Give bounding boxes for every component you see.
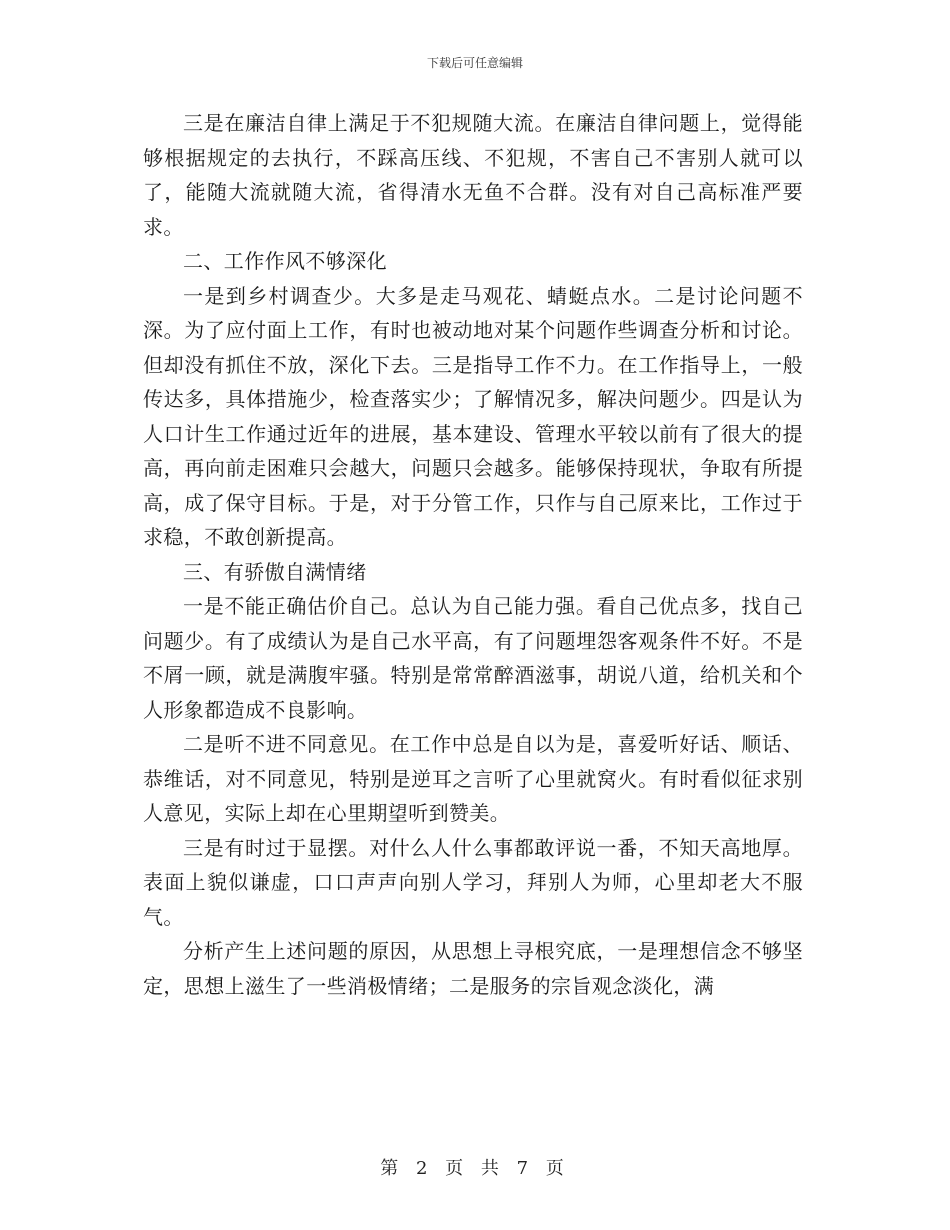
document-body: [143, 106, 803, 1003]
page-number-footer: 第 2 页 共 7 页: [380, 1158, 570, 1179]
paragraph-self-evaluation: 一是不能正确估价自己。总认为自己能力强。看自己优点多，找自己问题少。有了成绩认为是自己水平高，有了问题埋怨客观条件不好。不是不屑一顾，就是满腹牢骚。特别是常常醉酒滋事，胡说八道，给机关和个人形象都造成不良影响。: [143, 594, 803, 722]
paragraph-showing-off: 三是有时过于显摆。对什么人什么事都敢评说一番，不知天高地厚。表面上貌似谦虚，口口声声向别人学习，拜别人为师，心里却老大不服气。: [143, 835, 803, 929]
paragraph-cause-analysis: 分析产生上述问题的原因，从思想上寻根究底，一是理想信念不够坚定，思想上滋生了一些消极情绪；二是服务的宗旨观念淡化，满: [143, 939, 803, 998]
page-header-note: 下载后可任意编辑: [426, 56, 523, 70]
section-heading-work-style: 二、工作作风不够深化: [183, 249, 387, 273]
section-heading-arrogance: 三、有骄傲自满情绪: [183, 559, 367, 584]
paragraph-integrity: 三是在廉洁自律上满足于不犯规随大流。在廉洁自律问题上，觉得能够根据规定的去执行，不踩高压线、不犯规，不害自己不害别人就可以了，能随大流就随大流，省得清水无鱼不合群。没有对自己高标准严要求。: [143, 111, 803, 239]
paragraph-work-style: 一是到乡村调查少。大多是走马观花、蜻蜓点水。二是讨论问题不深。为了应付面上工作，有时也被动地对某个问题作些调查分析和讨论。但却没有抓住不放，深化下去。三是指导工作不力。在工作指导上，一般传达多，具体措施少，检查落实少；了解情况多，解决问题少。四是认为人口计生工作通过近年的进展，基本建设、管理水平较以前有了很大的提高，再向前走困难只会越大，问题只会越多。能够保持现状，争取有所提高，成了保守目标。于是，对于分管工作，只作与自己原来比，工作过于求稳，不敢创新提高。: [143, 283, 803, 549]
paragraph-opinions: 二是听不进不同意见。在工作中总是自以为是，喜爱听好话、顺话、恭维话，对不同意见，特别是逆耳之言听了心里就窝火。有时看似征求别人意见，实际上却在心里期望听到赞美。: [143, 732, 803, 825]
